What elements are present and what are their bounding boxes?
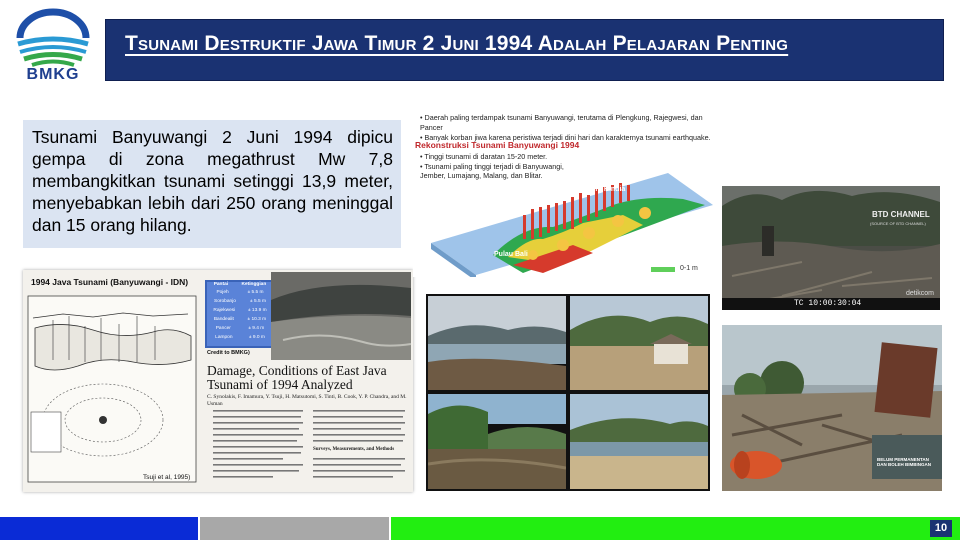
- recon-bullet: • Tinggi tsunami di daratan 15-20 meter.: [420, 152, 548, 161]
- slide-title: Tsunami Destruktif Jawa Timur 2 Juni 1994 Adalah Pelajaran Penting: [125, 32, 789, 55]
- footer-bar-blue: [0, 517, 198, 540]
- article-authors: C. Synolakis, F. Imamura, Y. Tsuji, H. Matsutomi, S. Tinti, B. Cook, Y. P. Chandra, and M. Usman: [207, 394, 407, 407]
- height-table-header-cell: Ketinggian: [241, 282, 267, 287]
- recon-bullet: • Banyak korban jiwa karena peristiwa terjadi dini hari dan karakternya tsunami earthquake.: [420, 133, 711, 142]
- table-cell: Bandealit: [213, 317, 234, 322]
- photo-coast-sand-graphics: [570, 394, 708, 489]
- table-row: [207, 317, 273, 326]
- watermark: detikcom: [906, 290, 935, 297]
- recon-bullet-text: Tinggi tsunami di daratan 15-20 meter.: [424, 152, 548, 161]
- height-table: [207, 282, 273, 344]
- scanned-article-image: [23, 270, 413, 492]
- recon-title: Rekonstruksi Tsunami Banyuwangi 1994: [415, 140, 580, 150]
- photo-ruined-house-graphics: [570, 296, 708, 390]
- footer-bar-green: [391, 517, 960, 540]
- video-still-debris: [722, 186, 940, 310]
- table-cell: Sorobanjo: [214, 299, 236, 304]
- map-title: 1994 Java Tsunami (Banyuwangi - IDN): [31, 277, 189, 287]
- table-cell: ± 9.4 m: [248, 326, 265, 331]
- article-title: Damage, Conditions of East Java Tsunami of 1994 Analyzed: [207, 363, 387, 392]
- height-table-header-cell: Pantai: [213, 282, 229, 287]
- photo-river-bank: [428, 394, 566, 489]
- photo-bay-dusk: [428, 296, 566, 390]
- debris-sign-text: BELUM PERMANENTAN DAN BOLEH BIMBINGAN: [877, 457, 931, 467]
- legend-label: 0-1 m: [680, 265, 698, 272]
- photo-ruined-house: [570, 296, 708, 390]
- table-row: [207, 299, 273, 308]
- recon-bullet-text: Daerah paling terdampak tsunami Banyuwangi, terutama di Plengkung, Rajegwesi, dan Pancer: [420, 113, 703, 132]
- label-samudra-hindia: Samudra Hindia: [572, 186, 626, 193]
- recon-bullet-text: Banyak korban jiwa karena peristiwa terjadi dini hari dan karakternya tsunami earthquake.: [424, 133, 711, 142]
- recon-bullet: • Tsunami paling tinggi terjadi di Banyuwangi, Jember, Lumajang, Malang, dan Blitar.: [420, 161, 564, 180]
- channel-sublabel: (SOURCE OF BTD CHANNEL): [870, 221, 926, 226]
- page-number: 10: [930, 520, 952, 537]
- table-row: [207, 308, 273, 317]
- photo-debris-sign: [722, 325, 942, 491]
- photo-coast-sand: [570, 394, 708, 489]
- table-cell: ± 10.3 m: [247, 317, 267, 322]
- recon-detail-bullets: [420, 152, 590, 181]
- bmkg-emblem-icon: [10, 8, 96, 70]
- table-credit: Credit to BMKG): [207, 350, 250, 356]
- table-cell: ± 9.0 m: [248, 335, 265, 340]
- table-cell: Pojeh: [216, 290, 229, 295]
- photo-grid: [426, 294, 710, 491]
- table-cell: ± 13.9 m: [247, 308, 267, 313]
- height-table-header: [207, 282, 273, 290]
- table-cell: Rajekwesi: [213, 308, 236, 313]
- recon-bullet: • Daerah paling terdampak tsunami Banyuwangi, terutama di Plengkung, Rajegwesi, dan Pancer: [420, 113, 703, 132]
- channel-label: BTD CHANNEL: [872, 210, 930, 219]
- table-cell: Pancer: [215, 326, 231, 331]
- table-cell: ± 5.5 m: [247, 290, 264, 295]
- table-row: [207, 326, 273, 335]
- table-cell: ± 5.5 m: [249, 299, 266, 304]
- timecode: TC 10:00:30:04: [794, 299, 862, 308]
- summary-box: Tsunami Banyuwangi 2 Juni 1994 dipicu gempa di zona megathrust Mw 7,8 membangkitkan tsunami setinggi 13,9 meter, menyebabkan lebih dari 250 orang meninggal dan 15 orang hilang.: [23, 120, 401, 248]
- table-row: [207, 290, 273, 299]
- photo-river-bank-graphics: [428, 394, 566, 489]
- photo-bay-dusk-graphics: [428, 296, 566, 390]
- recon-bullet-text: Tsunami paling tinggi terjadi di Banyuwangi, Jember, Lumajang, Malang, dan Blitar.: [420, 161, 564, 180]
- logo-text: BMKG: [26, 66, 80, 83]
- recon-intro-bullets: [420, 113, 712, 143]
- table-cell: Lampon: [215, 335, 233, 340]
- label-pulau-bali: Pulau Bali: [494, 251, 528, 258]
- article-section-head: Surveys, Measurements, and Methods: [313, 447, 395, 452]
- label-pulau-jawa: Pulau Jawa: [566, 264, 605, 271]
- map-credit: Tsuji et al, 1995): [143, 474, 191, 481]
- footer-bar-gray: [200, 517, 389, 540]
- table-row: [207, 335, 273, 344]
